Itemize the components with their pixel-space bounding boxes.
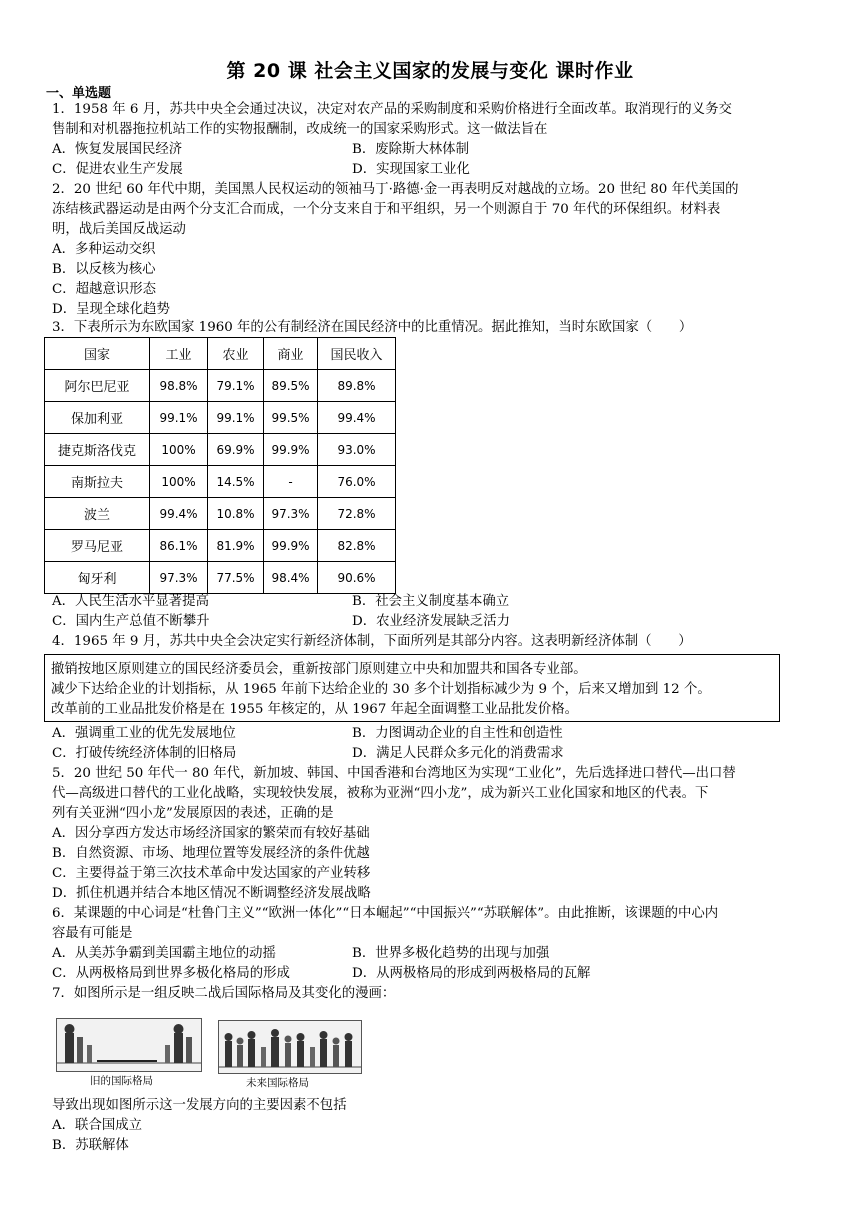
table-cell: 99.4%	[318, 402, 396, 434]
table-row	[45, 370, 396, 402]
table-cell: 99.5%	[264, 402, 318, 434]
table-cell: 99.9%	[264, 530, 318, 562]
table-header-cell: 国家	[45, 338, 150, 370]
q6-option-a: A．从美苏争霸到美国霸主地位的动摇	[52, 946, 276, 961]
table-cell: 81.9%	[208, 530, 264, 562]
table-row	[45, 466, 396, 498]
table-cell: 98.4%	[264, 562, 318, 594]
q7-option-b: B．苏联解体	[52, 1138, 129, 1153]
table-cell: 97.3%	[150, 562, 208, 594]
table-cell: 89.8%	[318, 370, 396, 402]
table-cell-country: 保加利亚	[45, 402, 150, 434]
table-cell: 72.8%	[318, 498, 396, 530]
table-header-cell: 农业	[208, 338, 264, 370]
table-cell: 76.0%	[318, 466, 396, 498]
table-cell-country: 阿尔巴尼亚	[45, 370, 150, 402]
q6-option-b: B．世界多极化趋势的出现与加强	[352, 946, 550, 961]
q3-option-d: D．农业经济发展缺乏活力	[352, 614, 511, 629]
q6-stem-line: 6．某课题的中心词是“杜鲁门主义”“欧洲一体化”“日本崛起”“中国振兴”“苏联解体”。由此推断，该课题的中心内	[52, 906, 719, 921]
table-cell: 100%	[150, 466, 208, 498]
q4-option-c: C．打破传统经济体制的旧格局	[52, 746, 237, 761]
table-cell: 14.5%	[208, 466, 264, 498]
q1-option-c: C．促进农业生产发展	[52, 162, 183, 177]
old-world-order-drawing	[57, 1019, 201, 1071]
q6-option-d: D．从两极格局的形成到两极格局的瓦解	[352, 966, 591, 981]
table-cell: 98.8%	[150, 370, 208, 402]
table-cell: 82.8%	[318, 530, 396, 562]
table-cell: 97.3%	[264, 498, 318, 530]
old-world-order-caption: 旧的国际格局	[90, 1075, 153, 1087]
table-header-cell: 工业	[150, 338, 208, 370]
q4-option-a: A．强调重工业的优先发展地位	[52, 726, 236, 741]
q4-option-b: B．力图调动企业的自主性和创造性	[352, 726, 563, 741]
q5-option-c: C．主要得益于第三次技术革命中发达国家的产业转移	[52, 866, 371, 881]
table-row	[45, 530, 396, 562]
q1-stem-line: 售制和对机器拖拉机站工作的实物报酬制，改成统一的国家采购形式。这一做法旨在	[52, 122, 548, 137]
q2-option-c: C．超越意识形态	[52, 282, 156, 297]
q4-material-line: 减少下达给企业的计划指标，从 1965 年前下达给企业的 30 多个计划指标减少为 9 个，后来又增加到 12 个。	[51, 682, 711, 697]
table-cell: 10.8%	[208, 498, 264, 530]
table-cell-country: 波兰	[45, 498, 150, 530]
table-cell: 89.5%	[264, 370, 318, 402]
q1-option-a: A．恢复发展国民经济	[52, 142, 183, 157]
q2-stem-line: 2．20 世纪 60 年代中期，美国黑人民权运动的领袖马丁·路德·金一再表明反对越战的立场。20 世纪 80 年代美国的	[52, 182, 739, 197]
q3-option-c: C．国内生产总值不断攀升	[52, 614, 210, 629]
q5-option-a: A．因分享西方发达市场经济国家的繁荣而有较好基础	[52, 826, 370, 841]
q5-stem-line: 列有关亚洲“四小龙”发展原因的表述，正确的是	[52, 806, 334, 821]
table-row	[45, 562, 396, 594]
future-world-order-caption: 未来国际格局	[246, 1077, 309, 1089]
table-cell: 99.1%	[150, 402, 208, 434]
q5-option-d: D．抓住机遇并结合本地区情况不断调整经济发展战略	[52, 886, 371, 901]
table-cell: 69.9%	[208, 434, 264, 466]
future-world-order-cartoon	[218, 1020, 362, 1074]
table-row	[45, 498, 396, 530]
public-ownership-table	[44, 337, 396, 594]
q2-stem-line: 冻结核武器运动是由两个分支汇合而成，一个分支来自于和平组织，另一个则源自于 70 年代的环保组织。材料表	[52, 202, 721, 217]
q7-stem-line: 导致出现如图所示这一发展方向的主要因素不包括	[52, 1098, 347, 1113]
table-row	[45, 434, 396, 466]
table-cell: 99.4%	[150, 498, 208, 530]
table-cell: -	[264, 466, 318, 498]
table-cell: 99.9%	[264, 434, 318, 466]
q7-stem-line: 7．如图所示是一组反映二战后国际格局及其变化的漫画：	[52, 986, 396, 1001]
table-cell: 90.6%	[318, 562, 396, 594]
future-world-order-drawing	[219, 1021, 361, 1073]
q6-stem-line: 容最有可能是	[52, 926, 133, 941]
table-cell-country: 罗马尼亚	[45, 530, 150, 562]
table-header-cell: 商业	[264, 338, 318, 370]
table-header-cell: 国民收入	[318, 338, 396, 370]
q4-stem-line: 4．1965 年 9 月，苏共中央全会决定实行新经济体制，下面所列是其部分内容。这表明新经济体制（ ）	[52, 634, 692, 649]
section-heading: 一、单选题	[46, 86, 112, 101]
q4-material-box	[44, 654, 780, 722]
q5-option-b: B．自然资源、市场、地理位置等发展经济的条件优越	[52, 846, 370, 861]
table-cell: 99.1%	[208, 402, 264, 434]
q6-option-c: C．从两极格局到世界多极化格局的形成	[52, 966, 290, 981]
q2-option-a: A．多种运动交织	[52, 242, 156, 257]
q4-material-line: 改革前的工业品批发价格是在 1955 年核定的，从 1967 年起全面调整工业品批发价格。	[51, 702, 579, 717]
table-cell-country: 匈牙利	[45, 562, 150, 594]
table-cell: 93.0%	[318, 434, 396, 466]
q7-option-a: A．联合国成立	[52, 1118, 143, 1133]
table-cell: 86.1%	[150, 530, 208, 562]
q5-stem-line: 代—高级进口替代的工业化战略，实现较快发展，被称为亚洲“四小龙”，成为新兴工业化国家和地区的代表。下	[52, 786, 709, 801]
table-cell: 79.1%	[208, 370, 264, 402]
q1-stem-line: 1．1958 年 6 月，苏共中央全会通过决议，决定对农产品的采购制度和采购价格进行全面改革。取消现行的义务交	[52, 102, 732, 117]
table-cell: 100%	[150, 434, 208, 466]
q4-option-d: D．满足人民群众多元化的消费需求	[352, 746, 564, 761]
table-cell: 77.5%	[208, 562, 264, 594]
q2-option-d: D．呈现全球化趋势	[52, 302, 170, 317]
q2-option-b: B．以反核为核心	[52, 262, 156, 277]
table-row	[45, 402, 396, 434]
old-world-order-cartoon	[56, 1018, 202, 1072]
table-cell-country: 捷克斯洛伐克	[45, 434, 150, 466]
q3-stem-line: 3．下表所示为东欧国家 1960 年的公有制经济在国民经济中的比重情况。据此推知，当时东欧国家（ ）	[52, 320, 693, 335]
q4-material-line: 撤销按地区原则建立的国民经济委员会，重新按部门原则建立中央和加盟共和国各专业部。	[51, 662, 587, 677]
q3-option-a: A．人民生活水平显著提高	[52, 594, 209, 609]
page-title: 第 20 课 社会主义国家的发展与变化 课时作业	[226, 60, 634, 82]
q2-stem-line: 明，战后美国反战运动	[52, 222, 186, 237]
q1-option-d: D．实现国家工业化	[352, 162, 470, 177]
table-cell-country: 南斯拉夫	[45, 466, 150, 498]
q3-option-b: B．社会主义制度基本确立	[352, 594, 510, 609]
table-header-row	[45, 338, 396, 370]
q5-stem-line: 5．20 世纪 50 年代一 80 年代，新加坡、韩国、中国香港和台湾地区为实现“工业化”，先后选择进口替代—出口替	[52, 766, 736, 781]
q1-option-b: B．废除斯大林体制	[352, 142, 469, 157]
